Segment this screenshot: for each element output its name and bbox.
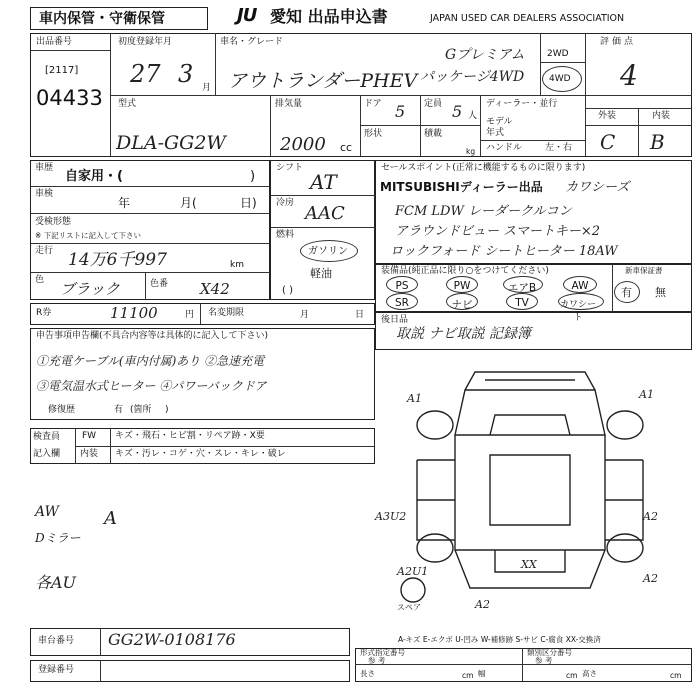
category-label: 類別区分番号 [527, 648, 572, 657]
equipment-ps: PS [395, 280, 409, 292]
receive-form-note: ※ 下記リストに記入して下さい [35, 231, 142, 240]
warranty-label: 新車保証書 [625, 266, 663, 275]
inspection-label: 車検 [35, 189, 54, 199]
shift-value: AT [310, 170, 337, 194]
model-designation-sub: 参 考 [368, 656, 386, 665]
score-ext-value: C [600, 130, 616, 154]
load-unit: kg [466, 147, 476, 156]
first-reg-month-unit: 月 [202, 83, 212, 93]
spec-box [355, 648, 692, 682]
dealer-year-label: 年式 [486, 128, 505, 138]
form-subtitle: JAPAN USED CAR DEALERS ASSOCIATION [430, 13, 625, 24]
drive-4wd-circle [542, 66, 582, 92]
inspector-row-1: キズ・飛石・ヒビ割・リペア跡・X要 [115, 431, 265, 441]
first-reg-label: 初度登録年月 [118, 37, 173, 47]
displacement-label: 排気量 [275, 99, 303, 109]
after-sales-value: 取説 ナビ取説 記録簿 [396, 326, 531, 342]
history-close: ) [250, 169, 256, 184]
mark-right-side: A2 [643, 510, 658, 523]
condition-all-au: 各AU [35, 573, 77, 592]
handle-label: ハンドル [486, 143, 523, 153]
category-sub: 参 考 [535, 656, 553, 665]
chassis-label: 車台番号 [38, 636, 75, 646]
recycle-unit: 円 [185, 310, 195, 320]
sales-point-line-4: ロックフォード シートヒーター 18AW [390, 244, 618, 259]
inspector-interior: 内装 [80, 449, 99, 459]
repair-history-value: 有 [114, 405, 124, 415]
pw-circle [446, 276, 478, 293]
capacity-value: 5 [452, 102, 463, 121]
dealer-model-label: モデル [486, 117, 513, 127]
model-name-label: 車名・グレード [220, 37, 284, 47]
notes-line-2: ③電気温水式ヒーター ④パワーバックドア [36, 379, 267, 393]
aw-circle [563, 276, 597, 293]
capacity-unit: 人 [468, 111, 478, 121]
equipment-pw: PW [453, 280, 471, 292]
dim-length: 長さ [360, 669, 375, 678]
drive-2wd: 2WD [547, 49, 569, 59]
fuel-other: ( ) [282, 285, 293, 296]
navi-circle [446, 293, 478, 310]
dim-height-unit: cm [670, 671, 682, 680]
model-grade-2: パッケージ4WD [420, 69, 525, 85]
mark-trunk: XX [521, 558, 537, 571]
repair-history-label: 修復歴 [48, 405, 76, 415]
repair-place: (箇所 [130, 405, 152, 415]
name-change-month: 月 [300, 310, 310, 320]
sr-circle [386, 293, 418, 310]
inspector-row-2: キズ・汚レ・コゲ・穴・スレ・キレ・破レ [115, 449, 286, 459]
first-reg-month: 3 [178, 60, 194, 88]
mileage-label: 走行 [35, 246, 54, 256]
inspection-year: 年 [118, 196, 131, 210]
load-label: 積載 [424, 129, 443, 139]
color-label: 色 [35, 275, 45, 285]
airbag-circle [503, 276, 543, 293]
model-name: アウトランダーPHEV [228, 70, 418, 92]
condition-mirror: Dミラー [35, 531, 81, 545]
spare-label: スペア [397, 603, 421, 612]
history-value: 自家用・( [65, 169, 123, 184]
registration-row [30, 660, 350, 682]
lot-sub: [2117] [45, 65, 79, 76]
equipment-sr: SR [395, 297, 409, 309]
sales-point-label: セールスポイント(正常に機能するものに限ります) [381, 163, 586, 173]
fuel-label: 燃料 [276, 230, 295, 240]
inspection-day: 日) [240, 196, 257, 210]
doors-label: ドア [364, 99, 382, 109]
damage-legend: A-キズ E-エクボ U-凹み W-補修跡 S-サビ C-腐食 XX-交換済 [398, 635, 601, 644]
cooling-value: AAC [305, 203, 345, 224]
capacity-label: 定員 [424, 99, 443, 109]
shape-label: 形状 [364, 129, 383, 139]
chassis-value: GG2W-0108176 [108, 630, 236, 649]
color-code-label: 色番 [150, 279, 169, 289]
doors-value: 5 [395, 102, 406, 121]
history-label: 車歴 [35, 163, 54, 173]
inspector-fw: FW [82, 431, 97, 441]
warranty-yes-circle [614, 281, 640, 303]
recycle-value: 11100 [110, 304, 158, 322]
equipment-tv: TV [515, 297, 529, 309]
registration-label: 登録番号 [38, 665, 75, 675]
recycle-label: R券 [36, 308, 52, 318]
fuel-gasoline-circle [300, 240, 358, 262]
mileage-value: 14万6千997 [68, 250, 167, 270]
mark-left-side: A3U2 [375, 510, 407, 523]
form-title: 愛知 出品申込書 [270, 7, 388, 26]
condition-aw: AW [35, 504, 59, 520]
tv-circle [506, 293, 538, 310]
equipment-leather-seat: カワシート [559, 300, 596, 323]
sales-point-dealer: MITSUBISHIディーラー出品 [380, 180, 543, 194]
score-int-label: 内装 [652, 111, 671, 121]
type-label: 型式 [118, 99, 137, 109]
equipment-airbag: エアB [507, 282, 537, 294]
dealer-label: ディーラー・並行 [486, 99, 558, 109]
dim-height: 高さ [582, 669, 597, 678]
name-change-day: 日 [355, 310, 365, 320]
sales-point-line-2: FCM LDW レーダークルコン [395, 204, 572, 219]
warranty-yes: 有 [621, 286, 632, 299]
handle-options: 左・右 [545, 143, 573, 153]
color-code: X42 [200, 280, 230, 298]
receive-form-label: 受検形態 [35, 217, 72, 227]
after-sales-label: 後日品 [381, 315, 409, 325]
equipment-label: 装備品(純正品に限り○をつけてください) [381, 266, 549, 276]
equipment-navi: ナビ [451, 299, 473, 311]
sales-point-line-3: アラウンドビュー スマートキー×2 [395, 224, 601, 239]
inspection-month: 月( [180, 196, 197, 210]
inspector-label-2: 記入欄 [33, 449, 61, 459]
shift-label: シフト [276, 163, 304, 173]
ps-circle [386, 276, 418, 293]
mark-front-left: A1 [407, 392, 422, 405]
score-ext-label: 外装 [598, 111, 617, 121]
recycle-row [30, 303, 375, 325]
cooling-label: 冷房 [276, 198, 295, 208]
notes-label: 申告事項申告欄(不具合内容等は具体的に記入して下さい) [36, 331, 269, 341]
dim-length-unit: cm [462, 671, 474, 680]
car-diagram [375, 360, 665, 612]
mark-rear-right: A2 [643, 572, 658, 585]
dim-width-unit: cm [566, 671, 578, 680]
score-label: 評価点 [600, 37, 637, 47]
equipment-aw: AW [571, 280, 589, 292]
repair-close: ) [165, 405, 169, 415]
fuel-gasoline: ガソリン [308, 246, 348, 257]
storage-warning: 車内保管・守衛保管 [39, 11, 165, 27]
score-value: 4 [620, 59, 638, 92]
fuel-diesel: 軽油 [310, 267, 332, 280]
displacement-unit: cc [340, 141, 353, 154]
mileage-unit: km [230, 260, 244, 270]
displacement-value: 2000 [280, 134, 326, 155]
model-grade-1: Gプレミアム [445, 47, 525, 63]
type-value: DLA-GG2W [116, 132, 226, 154]
score-int-value: B [650, 130, 665, 154]
mark-rear-left: A2U1 [397, 565, 429, 578]
condition-mirror-grade: A [104, 508, 117, 529]
notes-box [30, 328, 375, 420]
notes-line-1: ①充電ケーブル(車内付属)あり ②急速充電 [36, 354, 265, 368]
drive-4wd: 4WD [549, 74, 571, 84]
dim-width: 幅 [478, 669, 486, 678]
name-change-label: 名変期限 [208, 308, 245, 318]
model-designation-label: 形式指定番号 [360, 648, 405, 657]
wheels [401, 411, 643, 602]
lot-number: 04433 [36, 86, 103, 110]
warranty-no: 無 [655, 286, 666, 299]
mark-front-right: A1 [639, 388, 654, 401]
ju-logo: JU [237, 5, 257, 26]
lot-label: 出品番号 [36, 37, 73, 47]
color-value: ブラック [60, 280, 120, 298]
leather-seat-circle [558, 293, 604, 310]
inspector-label-1: 検査員 [33, 432, 61, 442]
first-reg-year: 27 [130, 60, 161, 88]
mark-rear-bumper: A2 [475, 598, 490, 611]
sales-point-line-1: カワシーズ [565, 180, 630, 195]
storage-warning-box [30, 7, 208, 30]
